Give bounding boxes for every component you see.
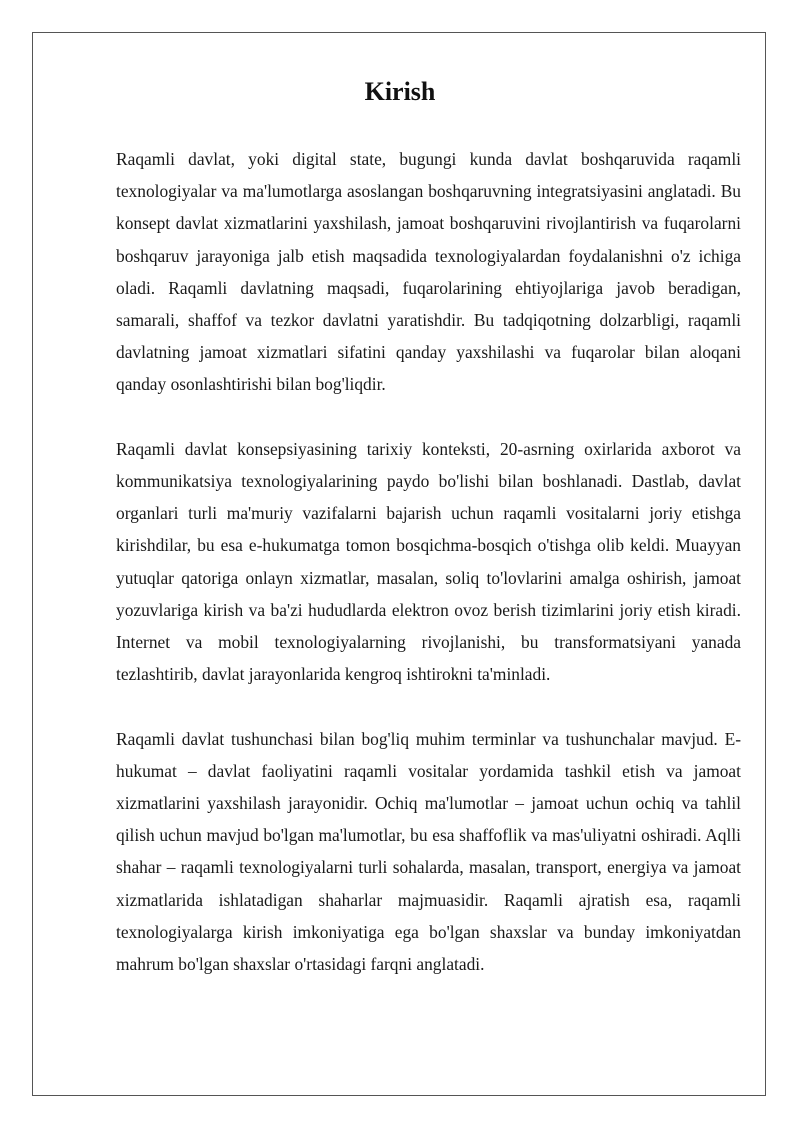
document-body xyxy=(116,143,741,980)
paragraph-1: Raqamli davlat, yoki digital state, bugungi kunda davlat boshqaruvida raqamli texnologiyalar va ma'lumotlarga asoslangan boshqaruvning integratsiyasini anglatadi. Bu konsept davlat xizmatlarini yaxshilash, jamoat boshqaruvini rivojlantirish va fuqarolarni boshqaruv jarayoniga jalb etish maqsadida texnologiyalardan foydalanishni o'z ichiga oladi. Raqamli davlatning maqsadi, fuqarolarining ehtiyojlariga javob beradigan, samarali, shaffof va tezkor davlatni yaratishdir. Bu tadqiqotning dolzarbligi, raqamli davlatning jamoat xizmatlari sifatini qanday yaxshilashi va fuqarolar bilan aloqani qanday osonlashtirishi bilan bog'liqdir. xyxy=(116,149,741,395)
document-title: Kirish xyxy=(364,77,436,106)
paragraph-3: Raqamli davlat tushunchasi bilan bog'liq muhim terminlar va tushunchalar mavjud. E-hukumat – davlat faoliyatini raqamli vositalar yordamida tashkil etish va jamoat xizmatlarini yaxshilash jarayonidir. Ochiq ma'lumotlar – jamoat uchun ochiq va tahlil qilish uchun mavjud bo'lgan ma'lumotlar, bu esa shaffoflik va mas'uliyatni oshiradi. Aqlli shahar – raqamli texnologiyalarni turli sohalarda, masalan, transport, energiya va jamoat xizmatlarida ishlatadigan shaharlar majmuasidir. Raqamli ajratish esa, raqamli texnologiyalarga kirish imkoniyatiga ega bo'lgan shaxslar va bunday imkoniyatdan mahrum bo'lgan shaxslar o'rtasidagi farqni anglatadi. xyxy=(116,728,741,975)
paragraph-2: Raqamli davlat konsepsiyasining tarixiy konteksti, 20-asrning oxirlarida axborot va kommunikatsiya texnologiyalarining paydo bo'lishi bilan boshlanadi. Dastlab, davlat organlari turli ma'muriy vazifalarni bajarish uchun raqamli vositalarni joriy etishga kirishdilar, bu esa e-hukumatga tomon bosqichma-bosqich o'tishga olib keldi. Muayyan yutuqlar qatoriga onlayn xizmatlar, masalan, soliq to'lovlarini amalga oshirish, jamoat yozuvlariga kirish va ba'zi hududlarda elektron ovoz berish tizimlarini joriy etish kiradi. Internet va mobil texnologiyalarning rivojlanishi, bu transformatsiyani yanada tezlashtirib, davlat jarayonlarida kengroq ishtirokni ta'minladi. xyxy=(116,438,741,685)
